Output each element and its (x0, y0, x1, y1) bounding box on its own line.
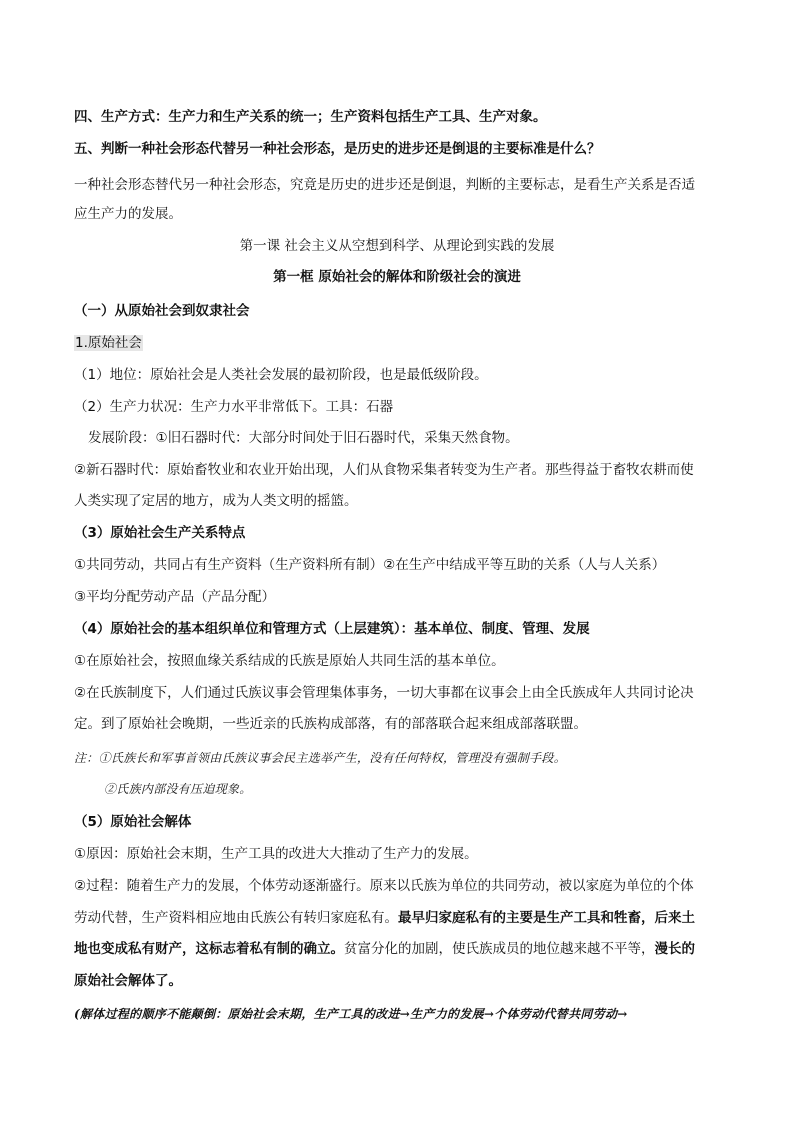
section-title: 第一框 原始社会的解体和阶级社会的演进 (273, 269, 521, 285)
dissolution-heading: （5）原始社会解体 (74, 814, 192, 830)
organization-line-2: ②在氏族制度下，人们通过氏族议事会管理集体事务，一切大事都在议事会上由全氏族成年人共同讨论决 (74, 685, 694, 701)
relations-line-1: ①共同劳动，共同占有生产资料（生产资料所有制）②在生产中结成平等互助的关系（人与人关系） (74, 557, 666, 573)
point-4: 四、生产方式：生产力和生产关系的统一；生产资料包括生产工具、生产对象。 (74, 109, 547, 125)
process-text-c: 地也变成私有财产，这标志着私有制的确立。 (74, 941, 344, 957)
neolithic-line-1: ②新石器时代：原始畜牧业和农业开始出现，人们从食物采集者转变为生产者。那些得益于畜牧农耕而使 (74, 462, 694, 478)
process-text-d: 贫富分化的加剧，使氏族成员的地位越来越不平等， (344, 941, 655, 957)
process-text-b: 最早归家庭私有的主要是生产工具和牲畜，后来土 (398, 910, 695, 926)
answer-line-1: 一种社会形态替代另一种社会形态，究竟是历史的进步还是倒退，判断的主要标志，是看生产关系是否适 (74, 177, 695, 193)
dissolution-process-1: ②过程：随着生产力的发展，个体劳动逐渐盛行。原来以氏族为单位的共同劳动，被以家庭为单位的个体 (74, 878, 694, 894)
development-stages: 发展阶段：①旧石器时代：大部分时间处于旧石器时代，采集天然食物。 (88, 430, 519, 446)
status-paragraph: （1）地位：原始社会是人类社会发展的最初阶段，也是最低级阶段。 (74, 367, 488, 383)
answer-line-2: 应生产力的发展。 (74, 206, 182, 222)
process-text-e: 漫长的 (654, 941, 695, 957)
note-1: 注：①氏族长和军事首领由氏族议事会民主选举产生，没有任何特权，管理没有强制手段。 (74, 751, 567, 765)
dissolution-process-2 (74, 909, 726, 927)
organization-line-1: ①在原始社会，按照血缘关系结成的氏族是原始人共同生活的基本单位。 (74, 653, 505, 669)
note-2: ②氏族内部没有压迫现象。 (104, 782, 252, 796)
neolithic-line-2: 人类实现了定居的地方，成为人类文明的摇篮。 (74, 493, 358, 509)
note-sequence: (解体过程的顺序不能颠倒：原始社会末期，生产工具的改进→生产力的发展→个体劳动代替共同劳动→ (74, 1007, 628, 1021)
subheading-primitive-society (74, 334, 726, 352)
dissolution-process-3 (74, 940, 726, 958)
heading-primitive-to-slave: （一）从原始社会到奴隶社会 (74, 303, 250, 319)
relations-heading: （3）原始社会生产关系特点 (74, 525, 246, 541)
process-text-a: 劳动代替，生产资料相应地由氏族公有转归家庭私有。 (74, 910, 398, 926)
question-5: 五、判断一种社会形态代替另一种社会形态，是历史的进步还是倒退的主要标准是什么？ (74, 141, 601, 157)
dissolution-process-4: 原始社会解体了。 (74, 973, 182, 989)
organization-line-3: 定。到了原始社会晚期，一些近亲的氏族构成部落，有的部落联合起来组成部落联盟。 (74, 716, 587, 732)
lesson-title: 第一课 社会主义从空想到科学、从理论到实践的发展 (239, 238, 555, 254)
organization-heading: （4）原始社会的基本组织单位和管理方式（上层建筑）：基本单位、制度、管理、发展 (74, 621, 590, 637)
relations-line-2: ③平均分配劳动产品（产品分配） (74, 589, 276, 605)
productivity-paragraph: （2）生产力状况：生产力水平非常低下。工具：石器 (74, 399, 394, 415)
dissolution-cause: ①原因：原始社会末期，生产工具的改进大大推动了生产力的发展。 (74, 846, 478, 862)
highlighted-label: 1.原始社会 (75, 335, 142, 351)
